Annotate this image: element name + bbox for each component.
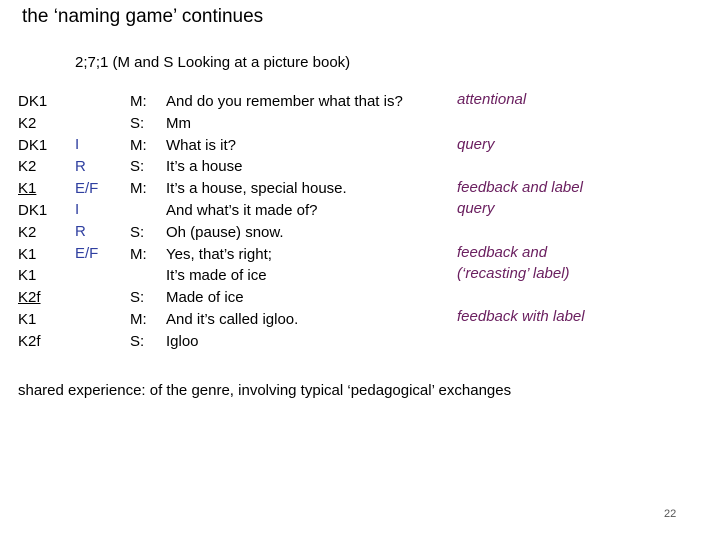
utterance: And what’s it made of? [166, 201, 318, 219]
utterance: Oh (pause) snow. [166, 223, 284, 241]
note-attentional: attentional [457, 91, 527, 108]
speaker-column [130, 91, 147, 353]
speaker-label: M: [130, 310, 147, 328]
speaker-label [130, 265, 147, 287]
speaker-label: S: [130, 158, 145, 176]
utterance: It’s made of ice [166, 267, 267, 285]
code-item: DK1 [18, 93, 48, 110]
note-query: query [457, 136, 495, 153]
utterance: It’s a house [166, 158, 243, 176]
speaker-label: M: [130, 245, 147, 263]
move-item: R [75, 223, 86, 241]
move-item: I [75, 136, 80, 153]
note-feedback-with-label: feedback with label [457, 308, 585, 325]
note-feedback-and: feedback and [457, 244, 548, 261]
move-item: R [75, 157, 86, 175]
note-feedback-and-label: feedback and label [457, 179, 583, 196]
code-item: K1 [18, 180, 37, 198]
code-item: K1 [18, 310, 37, 328]
code-item: DK1 [18, 136, 48, 154]
utterance: And do you remember what that is? [166, 93, 403, 110]
move-item: E/F [75, 244, 99, 262]
note-recasting-label: (‘recasting’ label) [457, 265, 570, 282]
note-query-2: query [457, 200, 495, 217]
speaker-label: M: [130, 180, 147, 198]
code-item: K2 [18, 158, 37, 176]
utterance: Igloo [166, 332, 199, 350]
shared-experience-caption: shared experience: of the genre, involving typical ‘pedagogical’ exchanges [18, 382, 512, 399]
move-item: I [75, 201, 80, 219]
code-item: K2f [18, 332, 41, 350]
code-item: DK1 [18, 201, 48, 219]
speaker-label: S: [130, 289, 145, 307]
speaker-label: S: [130, 114, 145, 132]
utterance: And it’s called igloo. [166, 310, 299, 328]
utterance: Mm [166, 114, 191, 132]
code-column [18, 91, 47, 353]
speaker-label [130, 200, 147, 222]
speaker-label: M: [130, 93, 147, 110]
code-item: K1 [18, 245, 37, 263]
code-item: K2f [18, 289, 41, 307]
slide-title: the ‘naming game’ continues [22, 6, 264, 27]
speaker-label: S: [130, 332, 145, 350]
speaker-label: S: [130, 223, 145, 241]
utterance: Yes, that’s right; [166, 245, 272, 263]
move-column [75, 134, 98, 265]
utterance: It’s a house, special house. [166, 180, 347, 198]
utterance: Made of ice [166, 289, 244, 307]
slide-subtitle: 2;7;1 (M and S Looking at a picture book) [75, 54, 351, 71]
speaker-label: M: [130, 136, 147, 154]
page-number: 22 [664, 508, 677, 520]
utterance: What is it? [166, 136, 237, 154]
utterance-column [166, 91, 403, 353]
move-item: E/F [75, 179, 99, 197]
code-item: K1 [18, 267, 37, 285]
code-item: K2 [18, 223, 37, 241]
code-item: K2 [18, 114, 37, 132]
